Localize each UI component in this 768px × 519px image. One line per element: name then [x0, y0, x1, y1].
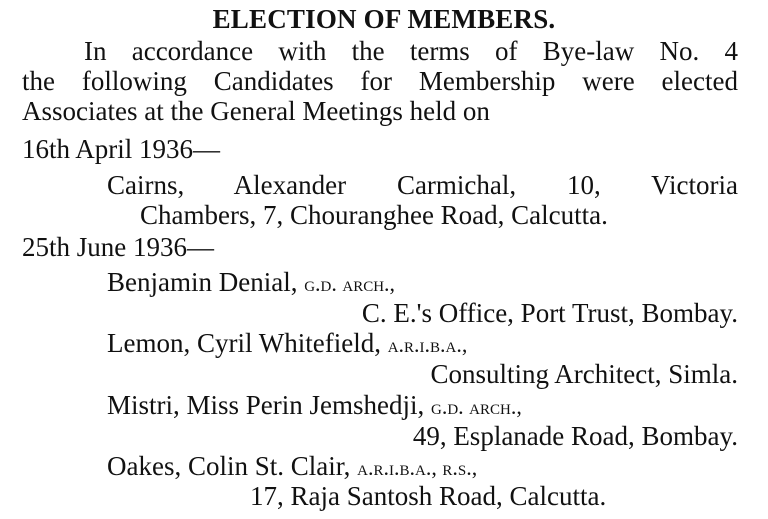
intro-line-3: Associates at the General Meetings held on — [22, 96, 490, 126]
member-qualification: g.d. arch., — [304, 271, 396, 296]
member-entry-benjamin — [107, 267, 395, 299]
member-entry-cairns-line-2: Chambers, 7, Chouranghee Road, Calcutta. — [140, 200, 608, 230]
member-qualification: g.d. arch., — [431, 394, 522, 419]
member-address-lemon: Consulting Architect, Simla. — [430, 359, 738, 389]
member-address-benjamin: C. E.'s Office, Port Trust, Bombay. — [361, 298, 738, 328]
member-entry-lemon — [107, 328, 467, 360]
meeting-date-2: 25th June 1936— — [22, 232, 214, 262]
member-entry-cairns-line-1: Cairns, Alexander Carmichal, 10, Victoria — [107, 170, 738, 200]
member-address-oakes: 17, Raja Santosh Road, Calcutta. — [250, 481, 607, 511]
member-entry-mistri — [107, 390, 522, 422]
member-name: Lemon, Cyril Whitefield, — [107, 328, 381, 358]
member-qualification: a.r.i.b.a., r.s., — [357, 455, 478, 480]
member-qualification: a.r.i.b.a., — [387, 332, 468, 357]
member-name: Oakes, Colin St. Clair, — [107, 451, 351, 481]
intro-line-1: In accordance with the terms of Bye-law No. 4 — [84, 36, 738, 66]
page-title: ELECTION OF MEMBERS. — [212, 4, 556, 34]
member-address-mistri: 49, Esplanade Road, Bombay. — [412, 421, 738, 451]
member-name: Mistri, Miss Perin Jemshedji, — [107, 390, 425, 420]
intro-line-2: the following Candidates for Membership were elected — [22, 66, 738, 96]
member-name: Benjamin Denial, — [107, 267, 298, 297]
member-entry-oakes — [107, 451, 477, 483]
meeting-date-1: 16th April 1936— — [22, 134, 221, 164]
